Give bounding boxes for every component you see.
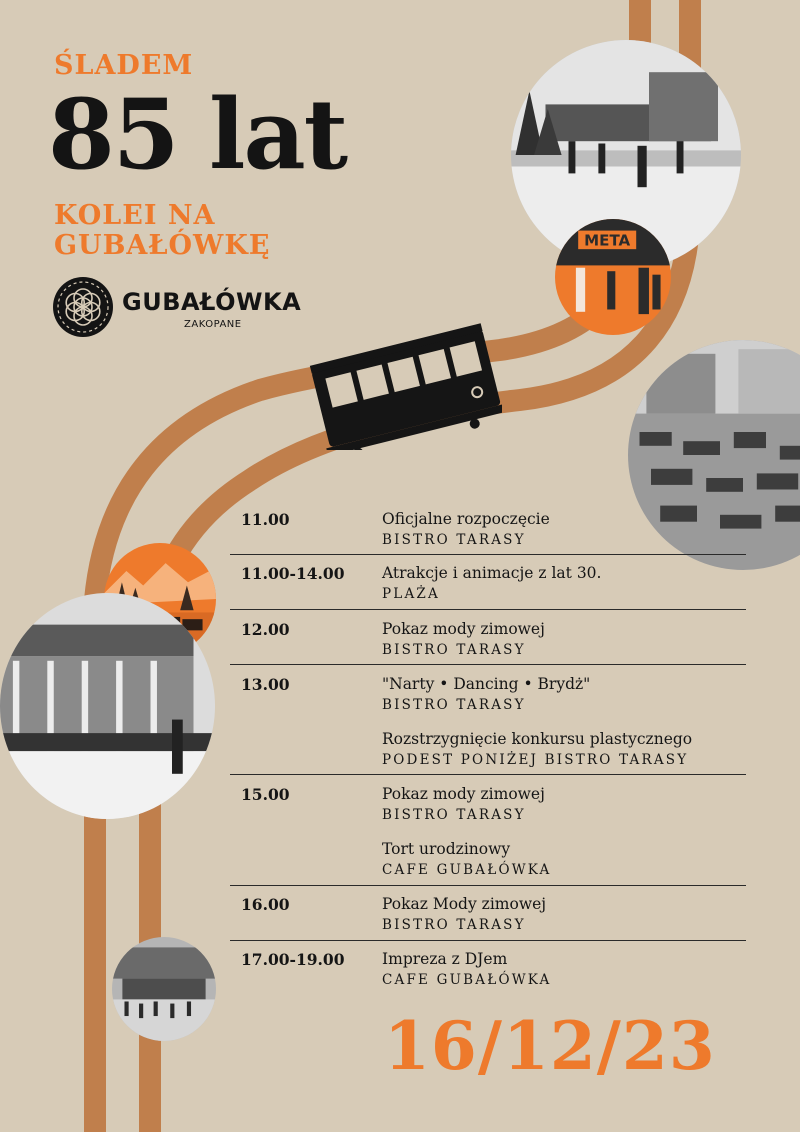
schedule-place: CAFE GUBAŁÓWKA xyxy=(382,972,552,988)
schedule-place: CAFE GUBAŁÓWKA xyxy=(382,862,552,878)
schedule-title: Pokaz mody zimowej xyxy=(382,785,545,803)
schedule-divider xyxy=(230,609,746,610)
photo-finish-line xyxy=(555,219,671,335)
logo-subtitle: ZAKOPANE xyxy=(184,319,242,330)
schedule-title: Impreza z DJem xyxy=(382,950,508,968)
schedule-time: 17.00-19.00 xyxy=(241,950,345,969)
schedule-place: PODEST PONIŻEJ BISTRO TARASY xyxy=(382,752,689,768)
photo-station-building xyxy=(0,593,215,819)
schedule-title: Atrakcje i animacje z lat 30. xyxy=(382,564,602,582)
schedule-place: BISTRO TARASY xyxy=(382,917,526,933)
photo-queue-station xyxy=(112,937,216,1041)
pre-title: ŚLADEM xyxy=(54,50,194,81)
schedule-divider xyxy=(230,940,746,941)
main-title: 85 lat xyxy=(48,78,347,191)
logo-name: GUBAŁÓWKA xyxy=(122,288,302,316)
event-date: 16/12/23 xyxy=(384,1007,716,1085)
schedule-title: "Narty • Dancing • Brydż" xyxy=(382,675,591,693)
schedule-divider xyxy=(230,664,746,665)
finish-sign-text: META xyxy=(584,231,631,250)
sub-title-line-1: KOLEI NA xyxy=(54,200,216,231)
sub-title xyxy=(54,201,270,260)
schedule-place: BISTRO TARASY xyxy=(382,697,526,713)
funicular-car-icon xyxy=(302,310,502,450)
schedule-time: 11.00 xyxy=(241,510,290,529)
schedule-place: PLAŻA xyxy=(382,586,440,602)
schedule-title: Oficjalne rozpoczęcie xyxy=(382,510,550,528)
schedule-time: 13.00 xyxy=(241,675,290,694)
sub-title-line-2: GUBAŁÓWKĘ xyxy=(54,229,271,261)
schedule-time: 12.00 xyxy=(241,620,290,639)
flower-of-life-icon xyxy=(52,276,114,338)
schedule-title: Rozstrzygnięcie konkursu plastycznego xyxy=(382,730,693,748)
schedule-divider xyxy=(230,554,746,555)
schedule-title: Tort urodzinowy xyxy=(382,840,511,858)
schedule-place: BISTRO TARASY xyxy=(382,642,526,658)
schedule-time: 16.00 xyxy=(241,895,290,914)
schedule-title: Pokaz mody zimowej xyxy=(382,620,545,638)
schedule-divider xyxy=(230,774,746,775)
schedule-place: BISTRO TARASY xyxy=(382,532,526,548)
schedule-divider xyxy=(230,885,746,886)
schedule-place: BISTRO TARASY xyxy=(382,807,526,823)
schedule-title: Pokaz Mody zimowej xyxy=(382,895,547,913)
schedule-time: 11.00-14.00 xyxy=(241,564,345,583)
schedule-time: 15.00 xyxy=(241,785,290,804)
